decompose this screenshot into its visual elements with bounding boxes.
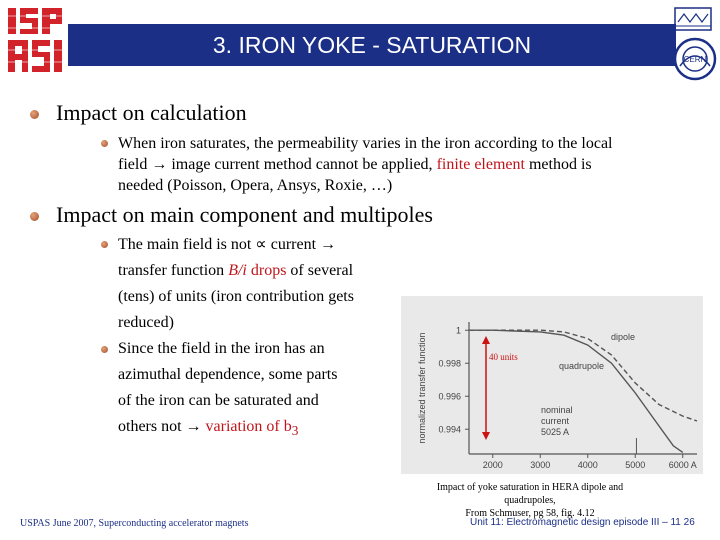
- x-tick-label: 6000 A: [668, 460, 697, 470]
- nominal-label: nominal: [541, 405, 573, 415]
- cern-building-logo: [672, 2, 714, 36]
- finite-element-highlight: finite element: [436, 156, 525, 173]
- sub-bullet-azimuthal: [118, 336, 398, 444]
- slide-title: 3. IRON YOKE - SATURATION: [212, 32, 532, 58]
- nominal-label: 5025 A: [541, 427, 570, 437]
- text-line: needed (Poisson, Opera, Ansys, Roxie, …): [118, 177, 393, 194]
- sub-bullet-icon: [101, 241, 108, 248]
- sub-bullet-main-field: [118, 232, 398, 336]
- uspas-logo: [4, 4, 68, 76]
- x-tick-label: 4000: [577, 460, 598, 470]
- caption-line: Impact of yoke saturation in HERA dipole and quadrupoles,: [436, 482, 624, 506]
- sub-bullet-saturation: [118, 133, 698, 196]
- text-line: of the iron can be saturated and: [118, 392, 319, 409]
- x-tick-label: 2000: [482, 460, 503, 470]
- y-axis-label: normalized transfer function: [417, 332, 427, 444]
- svg-text:CERN: CERN: [683, 55, 707, 64]
- sub-bullet-icon: [101, 140, 108, 147]
- saturation-chart: [401, 296, 703, 474]
- drops-highlight: drops: [246, 262, 287, 279]
- y-tick-label: 0.996: [438, 391, 461, 402]
- x-tick-label: 5000: [625, 460, 646, 470]
- nominal-label: current: [541, 416, 570, 426]
- variation-highlight: variation of b: [205, 418, 292, 435]
- footer-unit: Unit 11: Electromagnetic design episode III – 11 26: [470, 517, 695, 528]
- text-line: When iron saturates, the permeability varies in the iron according to the local: [118, 135, 613, 152]
- sub-bullet-icon: [101, 346, 108, 353]
- figure-caption: [425, 481, 635, 520]
- bullet-impact-multipoles: Impact on main component and multipoles: [56, 202, 433, 227]
- dipole-label: dipole: [611, 332, 636, 342]
- y-tick-label: 0.994: [438, 424, 461, 435]
- y-tick-label: 0.998: [438, 358, 461, 369]
- caption-line: From Schmuser, pg 58, fig. 4.12: [465, 508, 595, 519]
- text-line: (tens) of units (iron contribution gets: [118, 288, 354, 305]
- text-line: field → image current method cannot be applied, finite element method is: [118, 156, 592, 173]
- footer-course: USPAS June 2007, Superconducting accelerator magnets: [20, 518, 249, 529]
- text-line: azimuthal dependence, some parts: [118, 366, 338, 383]
- y-tick-label: 1: [455, 325, 461, 336]
- b3-subscript: 3: [291, 423, 299, 439]
- transfer-function-symbol: B/i: [228, 262, 247, 279]
- bullet-icon: [30, 212, 39, 221]
- units-annotation: 40 units: [489, 352, 518, 362]
- text-line: Since the field in the iron has an: [118, 340, 325, 357]
- bullet-impact-calculation: Impact on calculation: [56, 100, 247, 125]
- text-line: transfer function B/i drops of several: [118, 262, 354, 279]
- chart-background: [401, 296, 703, 474]
- text-line: The main field is not ∝ current →: [118, 236, 337, 253]
- text-line: reduced): [118, 314, 174, 331]
- cern-logo: [672, 36, 718, 82]
- quadrupole-label: quadrupole: [559, 361, 605, 371]
- bullet-icon: [30, 110, 39, 119]
- text-line: others not → variation of $b_3$: [118, 418, 299, 439]
- x-tick-label: 3000: [530, 460, 551, 470]
